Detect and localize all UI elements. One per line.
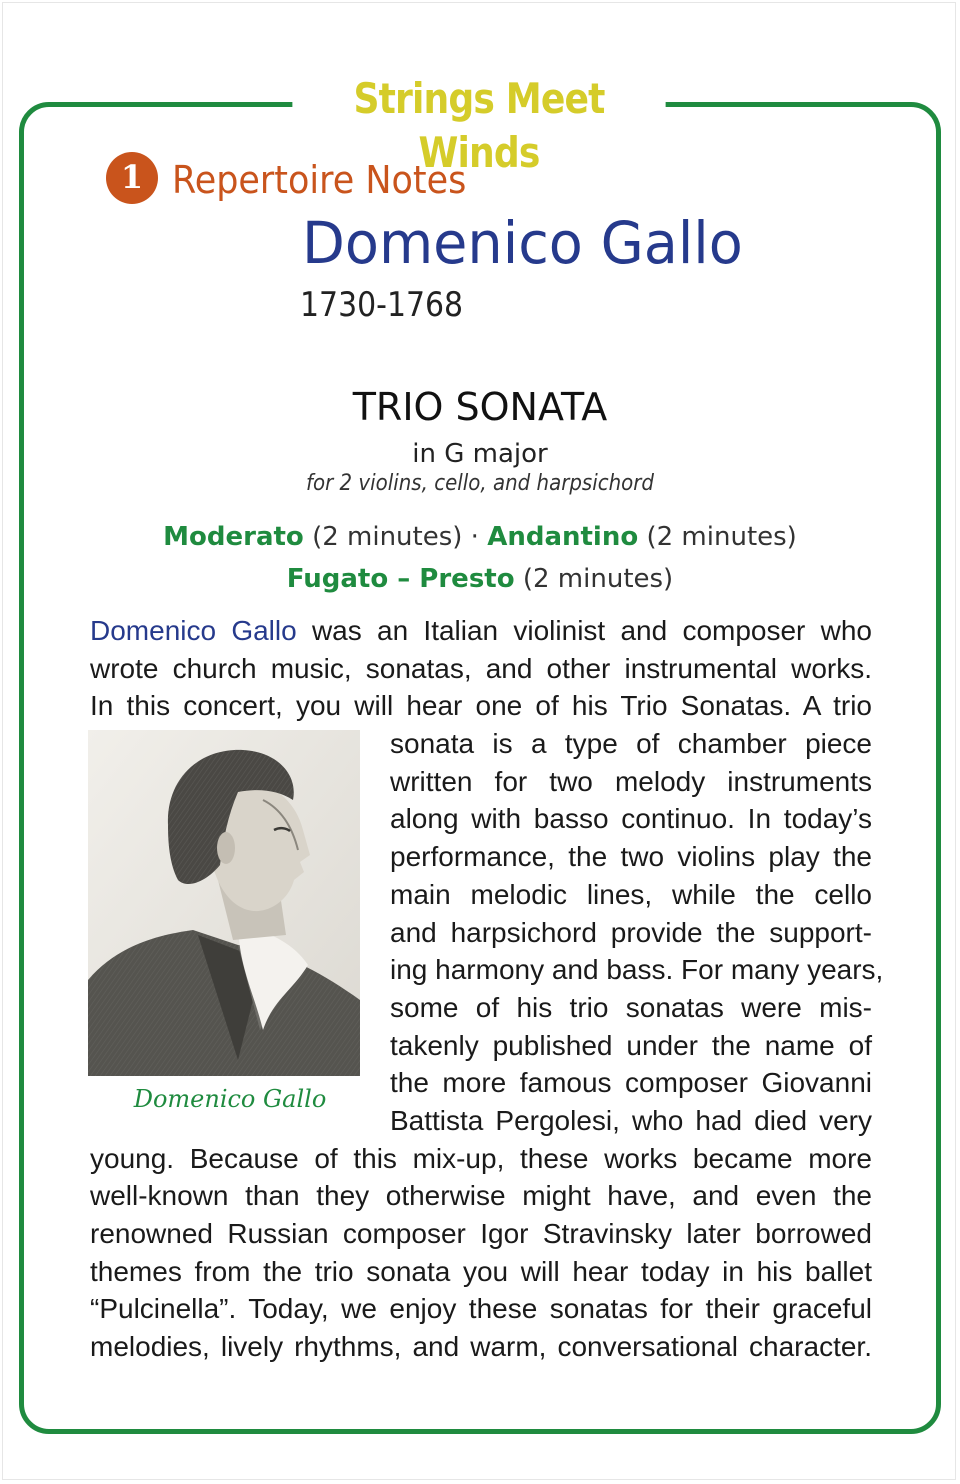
composer-name: Domenico Gallo: [302, 209, 743, 277]
section-label: Repertoire Notes: [172, 158, 467, 202]
work-key: in G major: [412, 439, 548, 469]
body-line: well-known than they otherwise might have, and even the: [90, 1180, 872, 1212]
body-line: “Pulcinella”. Today, we enjoy these sonatas for their graceful: [90, 1293, 872, 1325]
body-line: takenly published under the name of: [390, 1029, 872, 1061]
body-line: sonata is a type of chamber piece: [390, 728, 872, 760]
body-line: the more famous composer Giovanni: [390, 1067, 872, 1099]
movements-row-1: [0, 520, 960, 554]
body-line: performance, the two violins play the: [390, 841, 872, 873]
composer-name-inline: Domenico Gallo: [90, 615, 297, 646]
body-line: melodies, lively rhythms, and warm, conversational character.: [90, 1331, 872, 1363]
body-line: main melodic lines, while the cello: [390, 878, 872, 910]
movement-separator: ·: [470, 522, 479, 552]
movement-duration: (2 minutes): [646, 522, 797, 552]
body-line: In this concert, you will hear one of his Trio Sonatas. A trio: [90, 690, 872, 722]
movement-duration: (2 minutes): [312, 522, 463, 552]
work-instrumentation: for 2 violins, cello, and harpsichord: [306, 471, 654, 496]
body-line: wrote church music, sonatas, and other instrumental works.: [90, 652, 872, 684]
body-line: along with basso continuo. In today’s: [390, 803, 872, 835]
movement-name: Andantino: [487, 522, 639, 552]
movement-duration: (2 minutes): [522, 564, 674, 594]
body-line: and harpsichord provide the support-: [390, 916, 872, 948]
body-line: some of his trio sonatas were mis-: [390, 991, 872, 1023]
body-line: ing harmony and bass. For many years,: [390, 954, 884, 986]
portrait-caption: Domenico Gallo: [133, 1085, 327, 1113]
movements-row-2: [0, 562, 960, 596]
movement-name: Fugato – Presto: [286, 564, 515, 594]
body-line: written for two melody instruments: [390, 765, 872, 797]
composer-portrait: [88, 730, 360, 1076]
body-line: renowned Russian composer Igor Stravinsky later borrowed: [90, 1218, 872, 1249]
work-title: TRIO SONATA: [352, 385, 608, 429]
section-number-badge: 1: [106, 152, 158, 204]
body-line: Battista Pergolesi, who had died very: [390, 1104, 872, 1136]
body-line: themes from the trio sonata you will hear today in his ballet: [90, 1255, 872, 1287]
series-title: Strings Meet Winds: [292, 72, 665, 128]
body-line: young. Because of this mix-up, these works became more: [90, 1142, 872, 1174]
composer-dates: 1730-1768: [300, 285, 464, 325]
body-line: Domenico Gallo was an Italian violinist and composer who: [90, 615, 873, 646]
movement-name: Moderato: [163, 522, 304, 552]
